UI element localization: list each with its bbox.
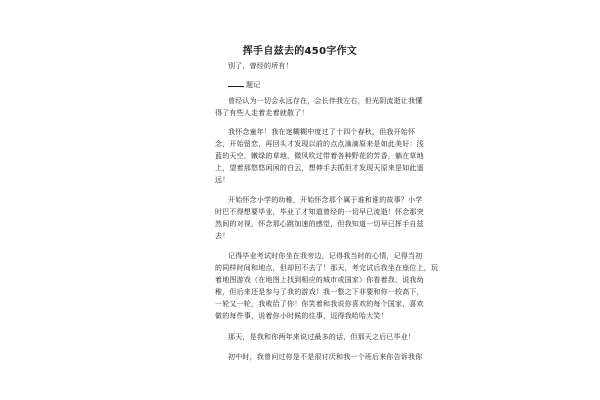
paragraph-line: 曾经认为一切会永远存在，会长伴我左右，但光阴流逝让我懂: [228, 97, 423, 105]
paragraph-line: 做的每件事，说着你小时候的往事，逗得我哈哈大笑！: [215, 312, 388, 320]
paragraph-line: 去！: [215, 232, 230, 240]
blank-underline: [228, 79, 244, 87]
paragraph-line: 念，开始留恋，再回头才发现以前的点点滴滴原来是如此美好：浅: [215, 140, 424, 148]
paragraph-line: 记得毕业考试时你坐在我旁边，记得我当时的心情，记得当初: [228, 252, 423, 260]
paragraph-line: 时巴不得想要毕业，毕业了才知道曾经的一切早已流逝！怀念那突: [215, 208, 424, 216]
paragraph-line: 初中时，我曾问过你是不是很讨厌和我一个班后来你告诉我你: [228, 353, 423, 361]
epigraph-label: 题记: [246, 81, 261, 89]
paragraph-line: 一轮又一轮，我败给了你！你笑着和我说你喜欢的每个国家，喜欢: [215, 300, 424, 308]
paragraph-line: 远！: [215, 176, 230, 184]
paragraph-line: 我怀念童年！我在迷糊糊中度过了十四个春秋，但我开始怀: [228, 128, 416, 136]
paragraph-line: 蓝的天空，嫩绿的草地，微风吹过带着各种野花的芳香，躺在草地: [215, 152, 424, 160]
epigraph-line: [228, 79, 260, 90]
paragraph-line: 那天，是我和你两年来说过最多的话，但那天之后已毕业！: [228, 333, 416, 341]
paragraph-line: 的同样时间和地点，但却回不去了！那天，考完试后我坐在座位上，玩: [215, 264, 439, 272]
paragraph-line: 得了有些人走着走着就散了！: [215, 109, 309, 117]
paragraph-line: 然间的对视，怀念那心跳加速的感觉，但我知道一切早已挥手自兹: [215, 220, 424, 228]
paragraph-line: 稚，但后来还是参与了我的游戏！我一整之下非要和你一较高下，: [215, 288, 424, 296]
paragraph-line: 别了，曾经的所有！: [228, 62, 293, 70]
paragraph-line: 着地图游戏（在地图上找到相应的城市或国家）你看着我，说我幼: [215, 276, 424, 284]
paragraph-line: 上，望着那悠悠闲闲的白云，想伸手去抓但才发现天原来是如此遥: [215, 164, 424, 172]
paragraph-line: 开始怀念小学的幼稚，开始怀念那个属于谁和谁的故事？小学: [228, 196, 423, 204]
document-title: 挥手自兹去的450字作文: [242, 46, 358, 57]
